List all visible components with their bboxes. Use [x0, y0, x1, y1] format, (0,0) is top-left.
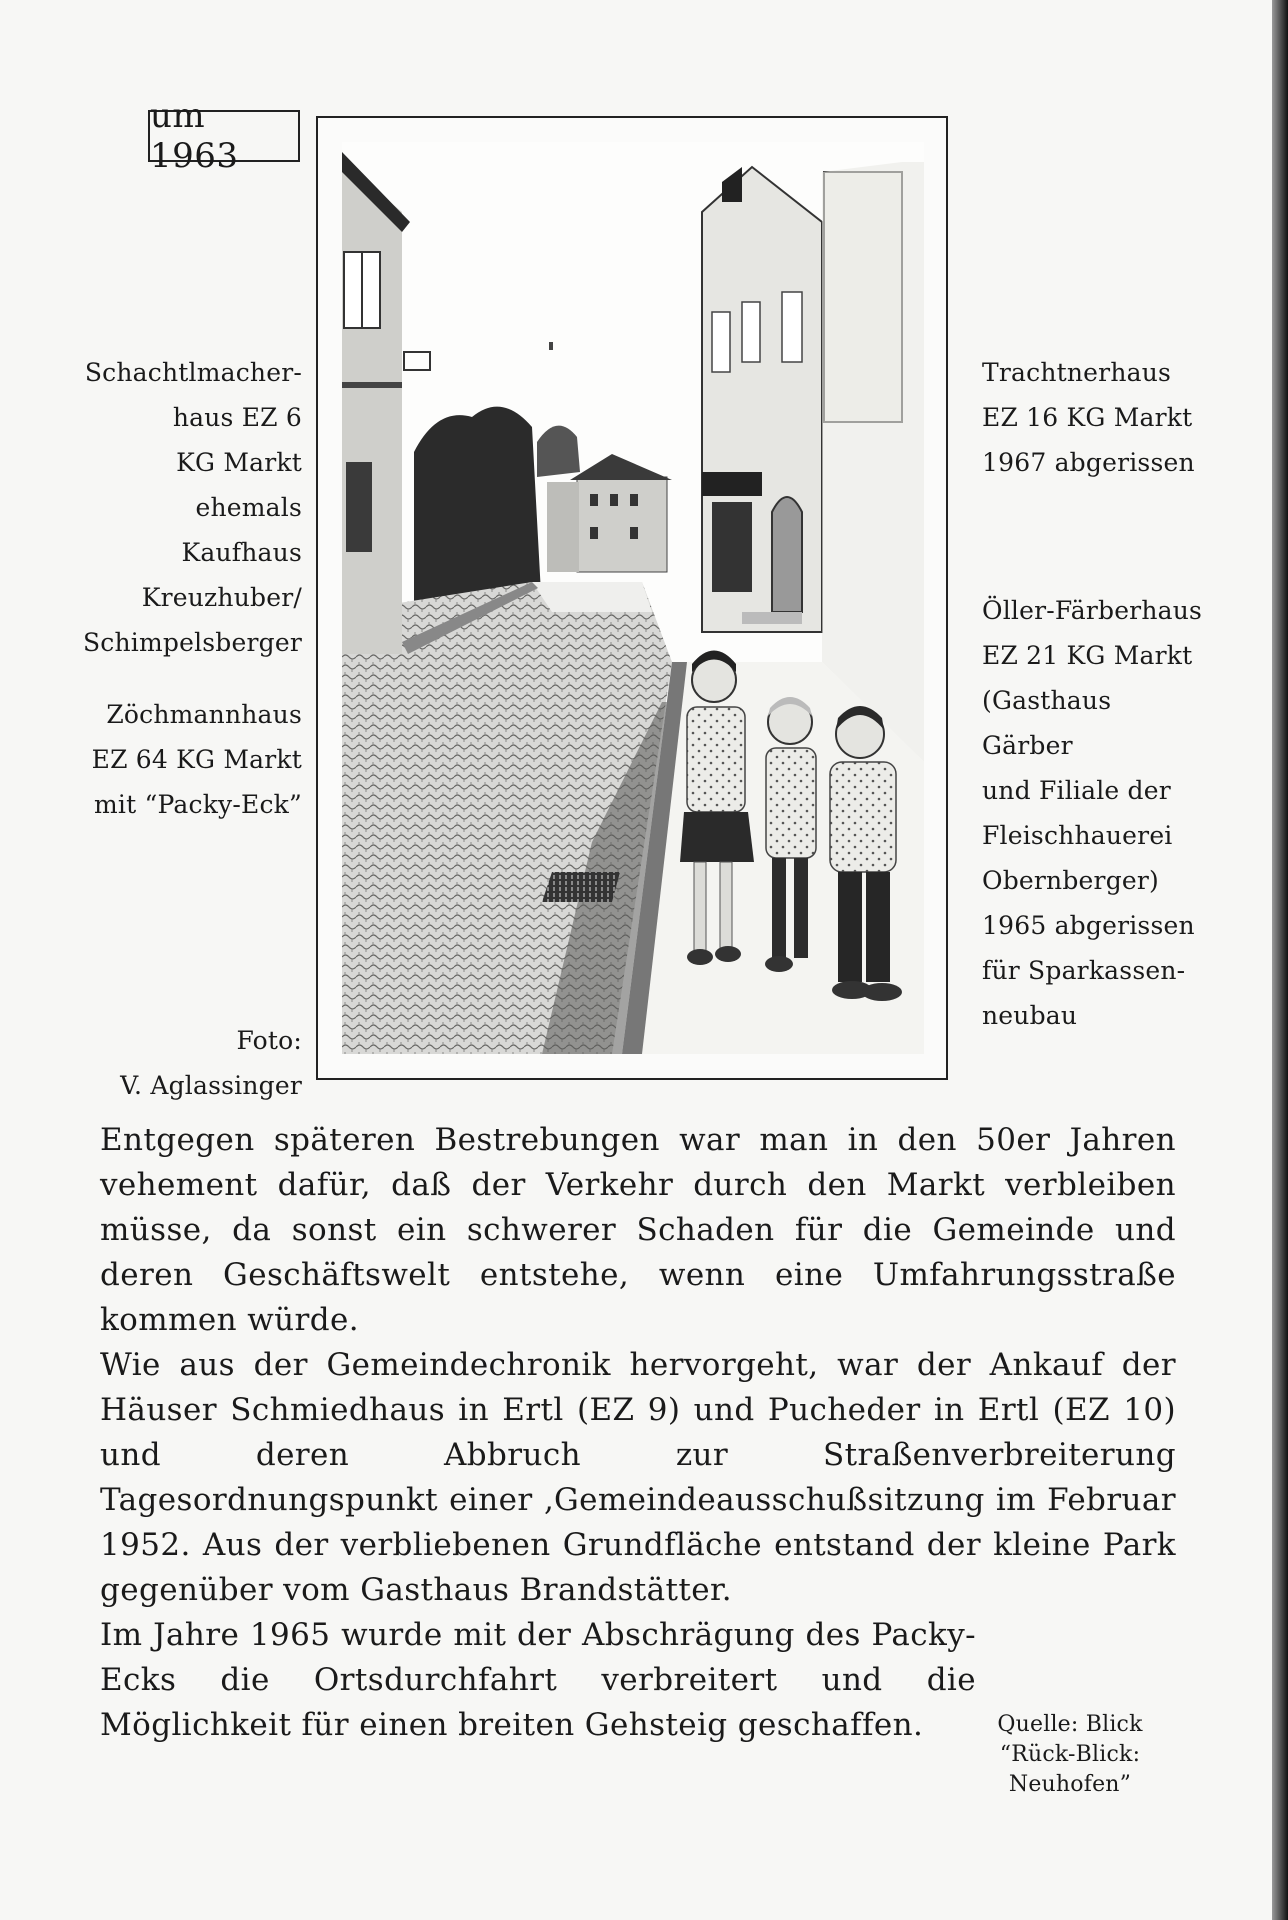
- photo-credit: Foto: V. Aglassinger: [120, 1026, 302, 1100]
- caption-schachtlmacherhaus: Schachtlmacher- haus EZ 6 KG Markt ehemals Kaufhaus Kreuzhuber/ Schimpelsberger: [82, 358, 302, 657]
- body-paragraph: Entgegen späteren Bestrebungen war man in den 50er Jahren vehement dafür, daß der Verkehr durch den Markt verbleiben müsse, da sonst ein schwerer Schaden für die Gemeinde und deren Geschäftswelt entstehe, wenn eine Umfahrungsstraße kommen würde.: [100, 1122, 1176, 1338]
- source-note: Quelle: Blick “Rück-Blick: Neuhofen”: [997, 1712, 1143, 1797]
- body-paragraph: Im Jahre 1965 wurde mit der Abschrägung des Packy-Ecks die Ortsdurchfahrt verbreitert und die Möglichkeit für einen breiten Gehsteig geschaffen.: [100, 1617, 976, 1743]
- caption-trachtnerhaus: Trachtnerhaus EZ 16 KG Markt 1967 abgerissen: [982, 358, 1195, 477]
- caption-zoechmannhaus: Zöchmannhaus EZ 64 KG Markt mit “Packy-Eck”: [91, 700, 302, 819]
- body-text: [100, 1118, 1176, 1748]
- page-edge: [1272, 0, 1288, 1920]
- year-label: um 1963: [148, 110, 300, 162]
- street-photo: [342, 142, 924, 1054]
- body-paragraph: Wie aus der Gemeindechronik hervorgeht, war der Ankauf der Häuser Schmiedhaus in Ertl (EZ 9) und Pucheder in Ertl (EZ 10) und deren Abbruch zur Straßenverbreiterung Tagesordnungspunkt einer ‚Gemeindeausschußsitzung im Februar 1952. Aus der verbliebenen Grundfläche entstand der kleine Park gegenüber vom Gasthaus Brandstätter.: [100, 1347, 1176, 1608]
- photo-frame: [316, 116, 948, 1080]
- caption-oeller-faerberhaus: Öller-Färberhaus EZ 21 KG Markt (Gasthaus Gärber und Filiale der Fleischhauerei Obernberger) 1965 abgerissen für Sparkassen- neubau: [982, 596, 1203, 1030]
